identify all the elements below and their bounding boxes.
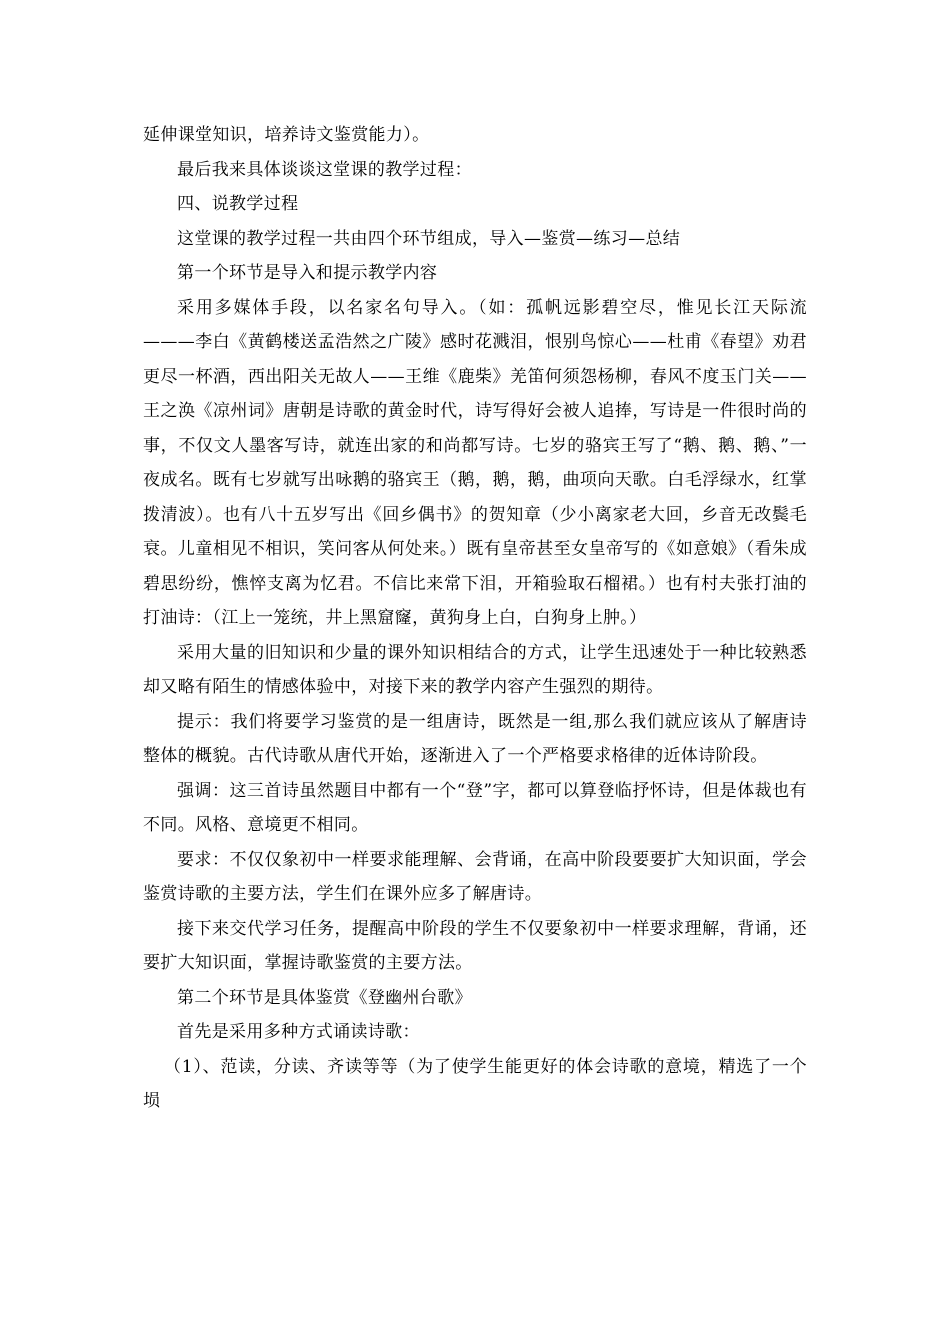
paragraph-knowledge-approach: 采用大量的旧知识和少量的课外知识相结合的方式，让学生迅速处于一种比较熟悉却又略有陌生的情感体验中，对接下来的教学内容产生强烈的期待。 [143, 642, 807, 697]
paragraph-learning-task: 接下来交代学习任务，提醒高中阶段的学生不仅要象初中一样要求理解，背诵，还要扩大知识面，掌握诗歌鉴赏的主要方法。 [143, 918, 807, 973]
paragraph-emphasis: 强调：这三首诗虽然题目中都有一个“登”字，都可以算登临抒怀诗，但是体裁也有不同。风格、意境更不相同。 [143, 780, 807, 835]
paragraph-continuation: 延伸课堂知识，培养诗文鉴赏能力）。 [143, 125, 430, 145]
paragraph-requirement: 要求：不仅仅象初中一样要求能理解、会背诵，在高中阶段要要扩大知识面，学会鉴赏诗歌的主要方法，学生们在课外应多了解唐诗。 [143, 849, 807, 904]
paragraph-intro-process: 最后我来具体谈谈这堂课的教学过程： [177, 159, 472, 180]
paragraph-multimedia-intro: 采用多媒体手段，以名家名句导入。（如：孤帆远影碧空尽，惟见长江天际流———李白《黄鹤楼送孟浩然之广陵》感时花溅泪，恨别鸟惊心——杜甫《春望》劝君更尽一杯酒，西出阳关无故人——王维《鹿柴》羌笛何须怨杨柳，春风不度玉门关——王之涣《凉州词》唐朝是诗歌的黄金时代，诗写得好会被人追捧，写诗是一件很时尚的事，不仅文人墨客写诗，就连出家的和尚都写诗。七岁的骆宾王写了“鹅、鹅、鹅、”一夜成名。既有七岁就写出咏鹅的骆宾王（鹅，鹅，鹅，曲项向天歌。白毛浮绿水，红掌拨清波）。也有八十五岁写出《回乡偶书》的贺知章（少小离家老大回，乡音无改鬓毛衰。儿童相见不相识，笑问客从何处来。）既有皇帝甚至女皇帝写的《如意娘》（看朱成碧思纷纷，憔悴支离为忆君。不信比来常下泪，开箱验取石榴裙。）也有村夫张打油的打油诗：（江上一笼统，井上黑窟窿，黄狗身上白，白狗身上肿。） [143, 297, 807, 628]
paragraph-hint: 提示：我们将要学习鉴赏的是一组唐诗，既然是一组,那么我们就应该从了解唐诗整体的概貌。古代诗歌从唐代开始，逐渐进入了一个严格要求格律的近体诗阶段。 [143, 711, 807, 766]
paragraph-four-stages: 这堂课的教学过程一共由四个环节组成，导入—鉴赏—练习—总结 [177, 228, 681, 249]
paragraph-recitation-methods: 首先是采用多种方式诵读诗歌： [177, 1022, 420, 1042]
section-heading-teaching-process: 四、说教学过程 [177, 194, 299, 214]
list-item-reading: （1）、范读，分读、齐读等等（为了使学生能更好的体会诗歌的意境，精选了一个埙 [143, 1056, 807, 1111]
stage-heading-first: 第一个环节是导入和提示教学内容 [177, 263, 438, 283]
document-body [143, 118, 807, 1119]
stage-heading-second: 第二个环节是具体鉴赏《登幽州台歌》 [177, 987, 472, 1008]
